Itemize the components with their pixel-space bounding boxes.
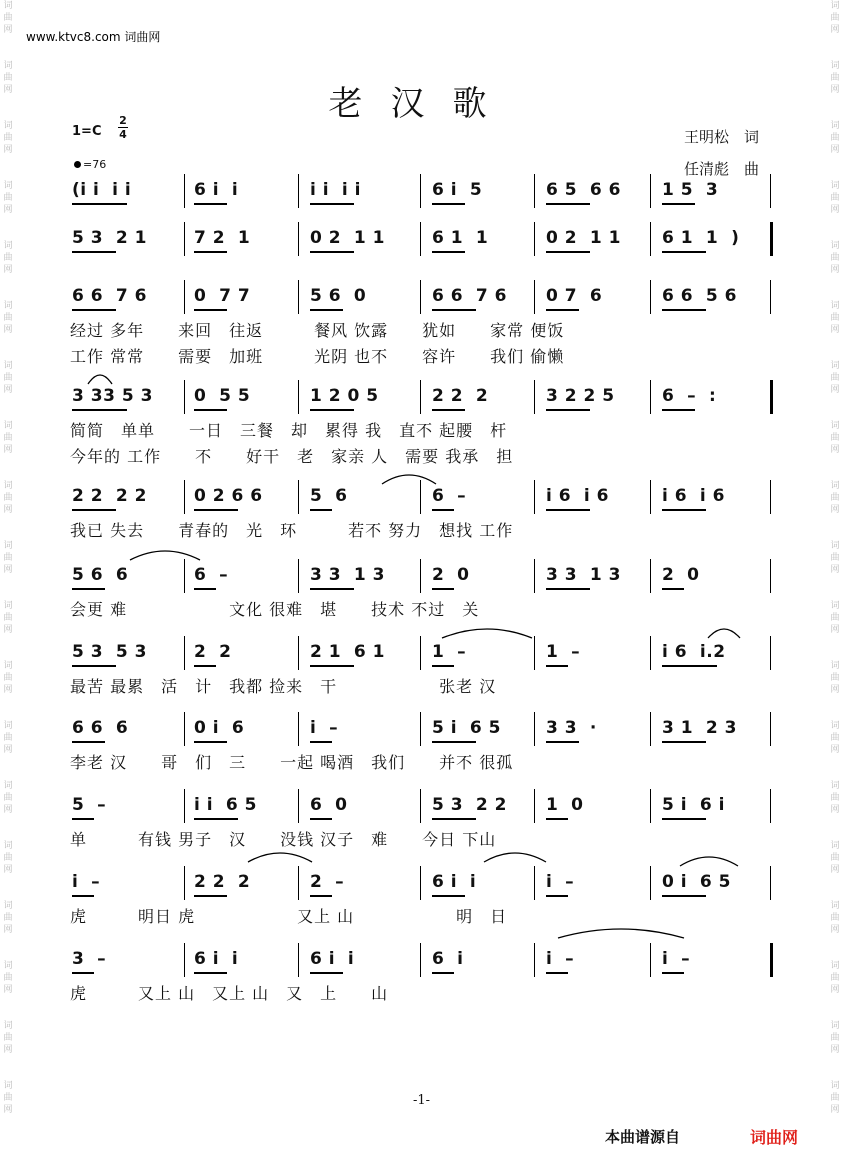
measure-notes: 2 – — [310, 872, 345, 892]
measure-notes: 2 2 2 — [194, 872, 251, 892]
tie-arc — [708, 629, 740, 638]
measure-notes: 6 – — [432, 486, 467, 506]
watermark-text: 词 曲 网 — [3, 781, 13, 815]
watermark-text: 词 曲 网 — [3, 1, 13, 35]
watermark-text: 词 曲 网 — [830, 841, 840, 875]
measure-notes: 2 1 6 1 — [310, 642, 385, 662]
watermark-text: 词 曲 网 — [3, 901, 13, 935]
measure-notes: 0 7 7 — [194, 286, 251, 306]
page-number: -1- — [412, 1093, 431, 1108]
measure-notes: 3 – — [72, 949, 107, 969]
measure-notes: 3 1 2 3 — [662, 718, 737, 738]
measure-notes: 5 6 6 — [72, 565, 129, 585]
measure-notes: 2 0 — [662, 565, 700, 585]
measure-notes: 6 0 — [310, 795, 348, 815]
watermark-text: 词 曲 网 — [830, 301, 840, 335]
measure-notes: 3 2 2 5 — [546, 386, 615, 406]
measure-notes: i 6 i.2 — [662, 642, 726, 662]
measure-notes: 6 5 6 6 — [546, 180, 621, 200]
watermark-text: 词 曲 网 — [830, 481, 840, 515]
watermark-text: 词 曲 网 — [3, 1021, 13, 1055]
measure-notes: i – — [662, 949, 691, 969]
measure-notes: 6 i i — [310, 949, 355, 969]
lyric-line: 经过 多年 来回 往返 餐风 饮露 犹如 家常 便饭 — [70, 321, 565, 340]
measure-notes: 6 6 5 6 — [662, 286, 737, 306]
site-url: www.ktvc8.com 词曲网 — [26, 30, 161, 44]
measure-notes: 5 3 5 3 — [72, 642, 147, 662]
lyric-line: 会更 难 文化 很难 堪 技术 不过 关 — [70, 600, 480, 619]
measure-notes: i 6 i 6 — [546, 486, 609, 506]
watermark-text: 词 曲 网 — [830, 1081, 840, 1115]
watermark-text: 词 曲 网 — [3, 601, 13, 635]
measure-notes: 7 2 1 — [194, 228, 251, 248]
measure-notes: 0 2 1 1 — [546, 228, 621, 248]
source-label: 本曲谱源自 — [605, 1128, 681, 1146]
watermark-text: 词 曲 网 — [830, 901, 840, 935]
watermark-text: 词 曲 网 — [830, 361, 840, 395]
watermark-text: 词 曲 网 — [830, 421, 840, 455]
lyric-line: 虎 明日 虎 又上 山 明 日 — [70, 907, 508, 926]
measure-notes: (i i i i — [72, 180, 132, 200]
measure-notes: 6 1 1 — [432, 228, 489, 248]
watermark-text: 词 曲 网 — [3, 661, 13, 695]
watermark-text: 词 曲 网 — [3, 421, 13, 455]
lyric-line: 最苦 最累 活 计 我都 捡来 干 张老 汉 — [70, 677, 497, 696]
measure-notes: 6 6 7 6 — [432, 286, 507, 306]
measure-notes: i – — [546, 949, 575, 969]
watermark-text: 词 曲 网 — [3, 721, 13, 755]
measure-notes: 0 i 6 — [194, 718, 245, 738]
time-sig-top: 2 — [119, 114, 127, 127]
lyric-line: 李老 汉 哥 们 三 一起 喝酒 我们 并不 很孤 — [70, 753, 514, 772]
watermark-text: 词 曲 网 — [3, 481, 13, 515]
measure-notes: 2 0 — [432, 565, 470, 585]
watermark-text: 词 曲 网 — [3, 961, 13, 995]
measure-notes: 6 6 7 6 — [72, 286, 147, 306]
measure-notes: 3 33 5 3 — [72, 386, 153, 406]
measure-notes: 6 i 5 — [432, 180, 483, 200]
measure-notes: 1 0 — [546, 795, 584, 815]
watermark-text: 词 曲 网 — [830, 121, 840, 155]
measure-notes: 6 6 6 — [72, 718, 129, 738]
lyric-line: 简简 单单 一日 三餐 却 累得 我 直不 起腰 杆 — [70, 421, 508, 440]
measure-notes: 5 6 — [310, 486, 348, 506]
watermark-text: 词 曲 网 — [830, 1, 840, 35]
watermark-text: 词 曲 网 — [830, 781, 840, 815]
time-sig-bottom: 4 — [119, 128, 127, 141]
measure-notes: i – — [546, 872, 575, 892]
measure-notes: 5 3 2 2 — [432, 795, 507, 815]
measure-notes: i – — [72, 872, 101, 892]
measure-notes: i i 6 5 — [194, 795, 257, 815]
measure-notes: 5 i 6 5 — [432, 718, 501, 738]
measure-notes: 6 – — [194, 565, 229, 585]
watermark-text: 词 曲 网 — [830, 541, 840, 575]
watermark-text: 词 曲 网 — [830, 721, 840, 755]
measure-notes: 2 2 2 — [432, 386, 489, 406]
measure-notes: 6 – : — [662, 386, 717, 406]
key-signature: 1=C — [72, 124, 102, 139]
measure-notes: 5 6 0 — [310, 286, 367, 306]
composer-credit: 任清彪 曲 — [684, 160, 760, 178]
lyric-line: 工作 常常 需要 加班 光阴 也不 容许 我们 偷懒 — [70, 347, 565, 366]
watermark-text: 词 曲 网 — [3, 541, 13, 575]
measure-notes: i 6 i 6 — [662, 486, 725, 506]
measure-notes: 0 2 6 6 — [194, 486, 263, 506]
measure-notes: 2 2 — [194, 642, 232, 662]
measure-notes: 5 3 2 1 — [72, 228, 147, 248]
tie-arc — [382, 475, 436, 484]
measure-notes: 1 – — [432, 642, 467, 662]
watermark-text: 词 曲 网 — [830, 961, 840, 995]
lyric-line: 我已 失去 青春的 光 环 若不 努力 想找 工作 — [70, 521, 514, 540]
measure-notes: 6 i i — [432, 872, 477, 892]
watermark-text: 词 曲 网 — [3, 241, 13, 275]
source-brand: 词曲网 — [750, 1128, 799, 1147]
measure-notes: 5 – — [72, 795, 107, 815]
measure-notes: 6 i — [432, 949, 464, 969]
watermark-text: 词 曲 网 — [830, 61, 840, 95]
measure-notes: 2 2 2 2 — [72, 486, 147, 506]
watermark-text: 词 曲 网 — [3, 841, 13, 875]
measure-notes: 6 i i — [194, 949, 239, 969]
watermark-text: 词 曲 网 — [3, 61, 13, 95]
tie-arc — [130, 551, 200, 560]
watermark-text: 词 曲 网 — [830, 1021, 840, 1055]
watermark-text: 词 曲 网 — [3, 121, 13, 155]
measure-notes: i – — [310, 718, 339, 738]
watermark-text: 词 曲 网 — [830, 181, 840, 215]
tempo-value: =76 — [83, 158, 107, 171]
measure-notes: 1 5 3 — [662, 180, 719, 200]
measure-notes: 0 2 1 1 — [310, 228, 385, 248]
watermark-text: 词 曲 网 — [3, 181, 13, 215]
tie-arc — [680, 857, 738, 866]
tie-arc — [558, 929, 684, 938]
lyric-line: 虎 又上 山 又上 山 又 上 山 — [70, 984, 389, 1003]
measure-notes: 6 i i — [194, 180, 239, 200]
watermark-text: 词 曲 网 — [3, 361, 13, 395]
watermark-text: 词 曲 网 — [3, 1081, 13, 1115]
measure-notes: 3 3 1 3 — [310, 565, 385, 585]
tie-arc — [248, 853, 312, 862]
measure-notes: 1 – — [546, 642, 581, 662]
song-title: 老汉歌 — [328, 84, 515, 124]
measure-notes: 5 i 6 i — [662, 795, 725, 815]
tie-arc — [484, 853, 546, 862]
measure-notes: i i i i — [310, 180, 361, 200]
measure-notes: 6 1 1 ) — [662, 228, 740, 248]
watermark-text: 词 曲 网 — [830, 661, 840, 695]
watermark-text: 词 曲 网 — [3, 301, 13, 335]
measure-notes: 0 i 6 5 — [662, 872, 731, 892]
measure-notes: 3 3 · — [546, 718, 597, 738]
tie-arc — [88, 375, 112, 384]
tie-arc — [442, 629, 532, 638]
lyric-line: 今年的 工作 不 好干 老 家亲 人 需要 我承 担 — [70, 447, 514, 466]
measure-notes: 3 3 1 3 — [546, 565, 621, 585]
lyricist-credit: 王明松 词 — [684, 128, 760, 146]
lyric-line: 单 有钱 男子 汉 没钱 汉子 难 今日 下山 — [70, 830, 497, 849]
watermark-text: 词 曲 网 — [830, 241, 840, 275]
watermark-text: 词 曲 网 — [830, 601, 840, 635]
measure-notes: 0 7 6 — [546, 286, 603, 306]
measure-notes: 0 5 5 — [194, 386, 251, 406]
measure-notes: 1 2 0 5 — [310, 386, 379, 406]
